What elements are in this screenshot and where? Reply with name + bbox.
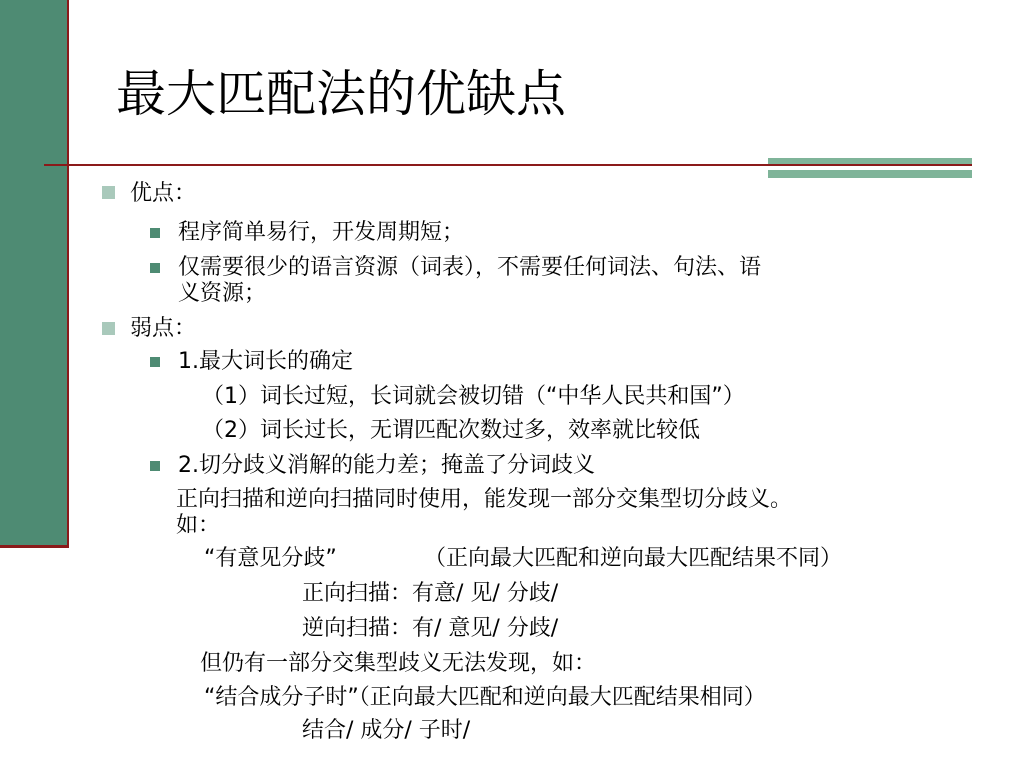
advantage-item-1: 程序简单易行，开发周期短； (178, 220, 465, 245)
undetectable-ambiguity-note: 但仍有一部分交集型歧义无法发现，如： (200, 651, 597, 676)
advantage-item-2-continued: 义资源； (178, 281, 267, 306)
title-accent-stripe-bottom (768, 170, 972, 178)
weakness-item-1-line-2: （2）词长过长，无谓匹配次数过多，效率就比较低 (202, 418, 700, 443)
example-2-phrase: “结合成分子时”（正向最大匹配和逆向最大匹配结果相同） (204, 685, 766, 710)
example-1-backward-scan: 逆向扫描：有/ 意见/ 分歧/ (302, 616, 559, 641)
title-underline-rule (44, 164, 972, 166)
example-1-phrase: “有意见分歧” (204, 546, 337, 571)
bullet-square-icon (150, 263, 160, 273)
bullet-square-icon (102, 322, 115, 335)
weakness-item-2-title: 2.切分歧义消解的能力差；掩盖了分词歧义 (178, 453, 595, 478)
example-2-segmentation: 结合/ 成分/ 子时/ (302, 718, 471, 743)
weakness-item-1-title: 1.最大词长的确定 (178, 349, 353, 374)
weaknesses-heading: 弱点： (130, 316, 197, 341)
title-accent-stripe-top (768, 158, 972, 164)
advantages-heading: 优点： (130, 181, 197, 206)
bullet-square-icon (150, 357, 160, 367)
example-1-forward-scan: 正向扫描：有意/ 见/ 分歧/ (302, 581, 559, 606)
sidebar-divider-line (67, 0, 69, 548)
weakness-item-2-detail: 正向扫描和逆向扫描同时使用，能发现一部分交集型切分歧义。 (176, 487, 793, 512)
weakness-item-2-detail-continued: 如： (176, 513, 221, 538)
advantage-item-2: 仅需要很少的语言资源（词表），不需要任何词法、句法、语 (178, 255, 762, 280)
sidebar-accent-bar (0, 0, 67, 548)
weakness-item-1-line-1: （1）词长过短，长词就会被切错（“中华人民共和国”） (202, 384, 745, 409)
bullet-square-icon (150, 228, 160, 238)
bullet-square-icon (102, 186, 115, 199)
sidebar-bottom-rule (0, 545, 69, 548)
slide-title: 最大匹配法的优缺点 (116, 65, 566, 123)
bullet-square-icon (150, 461, 160, 471)
example-1-note: （正向最大匹配和逆向最大匹配结果不同） (424, 546, 843, 571)
